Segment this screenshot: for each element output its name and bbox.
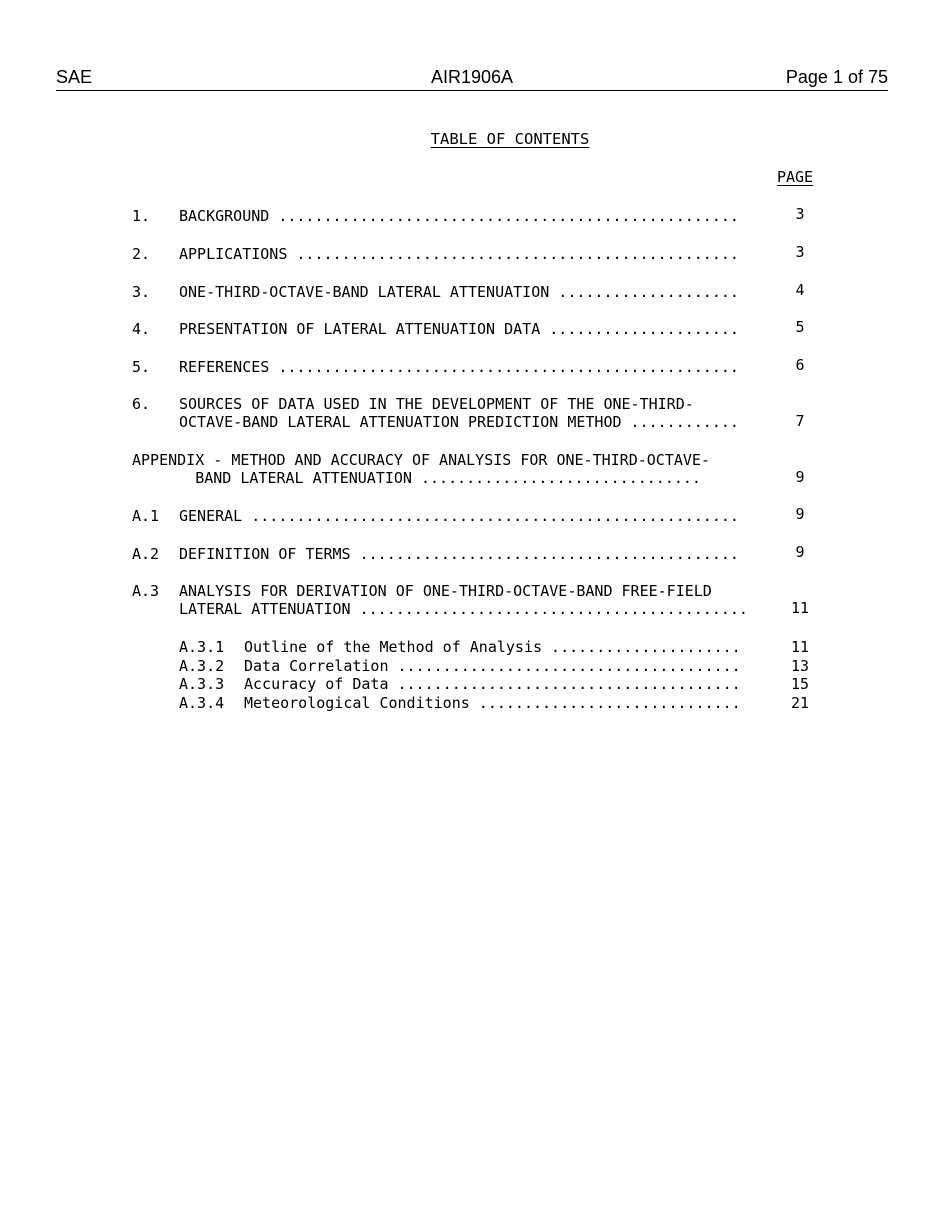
toc-subentry-title: Outline of the Method of Analysis ..................... [244, 638, 741, 656]
toc-entry-title: REFERENCES ................................................... [179, 358, 739, 376]
toc-entry-definition-of-terms[interactable] [132, 545, 822, 565]
toc-subentry-number: A.3.4 [179, 693, 225, 712]
toc-subentry-page: 13 [790, 656, 810, 675]
toc-entry-number: A.1 [132, 507, 160, 525]
toc-subentry-page: 21 [790, 693, 810, 712]
toc-subentry-title: Accuracy of Data ...................................... [244, 675, 741, 693]
toc-subentry-number: A.3.3 [179, 675, 225, 693]
toc-subentry-number: A.3.2 [179, 656, 225, 675]
toc-subentry-number: A.3.1 [179, 638, 225, 656]
toc-entry-number: 5. [132, 358, 151, 376]
toc-entry-title: DEFINITION OF TERMS .......................................... [179, 545, 739, 563]
toc-entry-title-line-1: SOURCES OF DATA USED IN THE DEVELOPMENT OF THE ONE-THIRD- [179, 395, 694, 413]
toc-entry-number: 4. [132, 320, 151, 338]
toc-entry-applications[interactable] [132, 245, 822, 265]
toc-entry-analysis[interactable] [132, 582, 822, 622]
toc-entry-page: 9 [795, 543, 805, 561]
page-indicator: Page 1 of 75 [785, 67, 888, 87]
toc-subentry-accuracy[interactable] [179, 675, 822, 693]
toc-entry-page: 9 [795, 505, 805, 523]
toc-entry-appendix[interactable] [132, 451, 822, 491]
toc-entry-page: 6 [795, 356, 805, 374]
toc-entry-page: 4 [795, 281, 805, 299]
toc-entry-number: 1. [132, 207, 151, 225]
toc-entry-title-line-1: APPENDIX - METHOD AND ACCURACY OF ANALYSIS FOR ONE-THIRD-OCTAVE- [132, 451, 710, 469]
toc-entry-title-line-2: BAND LATERAL ATTENUATION ............................... [132, 469, 701, 487]
toc-entry-title: BACKGROUND ................................................... [179, 207, 739, 225]
toc-entry-page: 7 [795, 412, 805, 430]
document-number: AIR1906A [430, 67, 514, 87]
page-column-heading: PAGE [776, 168, 814, 186]
toc-entry-page: 11 [790, 599, 810, 617]
toc-entry-title: PRESENTATION OF LATERAL ATTENUATION DATA ..................... [179, 320, 739, 338]
toc-entry-number: A.2 [132, 545, 160, 563]
toc-entry-number: 3. [132, 283, 151, 301]
toc-entry-number: A.3 [132, 582, 160, 600]
toc-subentry-outline[interactable] [179, 638, 822, 656]
toc-entry-number: 2. [132, 245, 151, 263]
toc-entry-page: 9 [795, 468, 805, 486]
toc-entry-general[interactable] [132, 507, 822, 527]
toc-entry-lateral-attenuation[interactable] [132, 283, 822, 303]
toc-entry-title-line-2: LATERAL ATTENUATION ........................................... [179, 600, 748, 618]
toc-entry-title: ONE-THIRD-OCTAVE-BAND LATERAL ATTENUATION .................... [179, 283, 739, 301]
toc-entry-page: 5 [795, 318, 805, 336]
toc-entry-page: 3 [795, 205, 805, 223]
toc-entry-title: APPLICATIONS ................................................. [179, 245, 739, 263]
toc-entry-title: GENERAL ...................................................... [179, 507, 739, 525]
toc-entry-title-line-2: OCTAVE-BAND LATERAL ATTENUATION PREDICTION METHOD ............ [179, 413, 739, 431]
toc-subentry-meteorological[interactable] [179, 694, 822, 712]
toc-subentry-page: 15 [790, 675, 810, 693]
toc-entry-references[interactable] [132, 358, 822, 378]
toc-entry-number: 6. [132, 395, 151, 413]
organization-name: SAE [56, 67, 93, 87]
toc-title: TABLE OF CONTENTS [430, 130, 590, 148]
toc-subentry-data-correlation[interactable] [179, 657, 822, 675]
toc-entry-background[interactable] [132, 207, 822, 227]
toc-subentry-title: Meteorological Conditions ............................. [244, 693, 741, 712]
toc-subentry-page: 11 [790, 638, 810, 656]
toc-entry-title-line-1: ANALYSIS FOR DERIVATION OF ONE-THIRD-OCTAVE-BAND FREE-FIELD [179, 582, 712, 600]
toc-subentry-title: Data Correlation ...................................... [244, 656, 741, 675]
running-header [56, 66, 888, 91]
toc-entry-page: 3 [795, 243, 805, 261]
toc-entry-presentation[interactable] [132, 320, 822, 340]
toc-entry-sources-of-data[interactable] [132, 395, 822, 435]
